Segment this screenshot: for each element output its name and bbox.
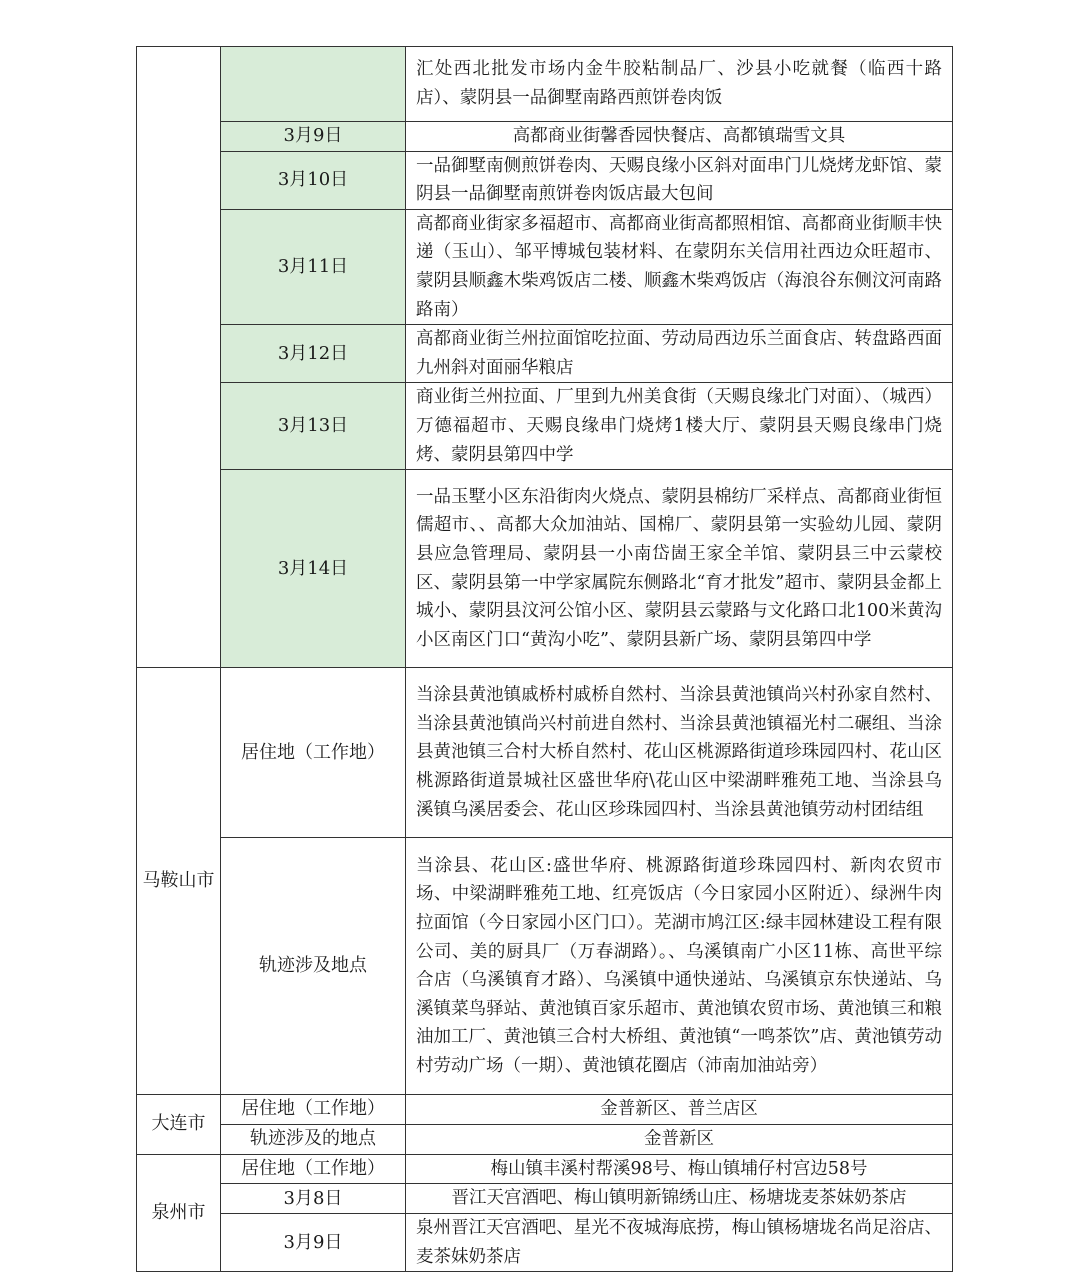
- date-cell: [221, 47, 406, 122]
- places-cell: 一品玉墅小区东沿街肉火烧点、蒙阴县棉纺厂采样点、高都商业街恒儒超市、、高都大众加油站、国棉厂、蒙阴县第一实验幼儿园、蒙阴县应急管理局、蒙阴县一小南岱崮王家全羊馆、蒙阴县三中云蒙校区、蒙阴县第一中学家属院东侧路北“育才批发”超市、蒙阴县金都上城小、蒙阴县汶河公馆小区、蒙阴县云蒙路与文化路口北100米黄沟小区南区门口“黄沟小吃”、蒙阴县新广场、蒙阴县第四中学: [406, 470, 953, 668]
- places-cell: 当涂县黄池镇戚桥村戚桥自然村、当涂县黄池镇尚兴村孙家自然村、当涂县黄池镇尚兴村前进自然村、当涂县黄池镇福光村二碾组、当涂县黄池镇三合村大桥自然村、花山区桃源路街道珍珠园四村、花山区桃源路街道景城社区盛世华府\花山区中梁湖畔雅苑工地、当涂县乌溪镇乌溪居委会、花山区珍珠园四村、当涂县黄池镇劳动村团结组: [406, 668, 953, 838]
- category-cell: 居住地（工作地）: [221, 668, 406, 838]
- places-cell: 梅山镇丰溪村帮溪98号、梅山镇埔仔村宫边58号: [406, 1154, 953, 1184]
- table-row: [137, 1124, 953, 1154]
- category-cell: 居住地（工作地）: [221, 1095, 406, 1125]
- places-cell: 一品御墅南侧煎饼卷肉、天赐良缘小区斜对面串门儿烧烤龙虾馆、蒙阴县一品御墅南煎饼卷肉饭店最大包间: [406, 151, 953, 209]
- places-cell: 泉州晋江天宫酒吧、星光不夜城海底捞，梅山镇杨塘垅名尚足浴店、麦茶妹奶茶店: [406, 1213, 953, 1271]
- date-cell: 3月13日: [221, 383, 406, 470]
- table-row: [137, 1154, 953, 1184]
- table-row: [137, 122, 953, 152]
- category-cell: 轨迹涉及地点: [221, 838, 406, 1095]
- date-cell: 3月9日: [221, 122, 406, 152]
- date-cell: 3月8日: [221, 1184, 406, 1214]
- date-cell: 3月12日: [221, 325, 406, 383]
- city-cell-maanshan: 马鞍山市: [137, 668, 221, 1095]
- places-cell: 汇处西北批发市场内金牛胶粘制品厂、沙县小吃就餐（临西十路店）、蒙阴县一品御墅南路西煎饼卷肉饭: [406, 47, 953, 122]
- places-cell: 高都商业街兰州拉面馆吃拉面、劳动局西边乐兰面食店、转盘路西面九州斜对面丽华粮店: [406, 325, 953, 383]
- category-cell: 轨迹涉及的地点: [221, 1124, 406, 1154]
- date-cell: 3月10日: [221, 151, 406, 209]
- table-row: [137, 151, 953, 209]
- table-row: [137, 470, 953, 668]
- table-row: [137, 1095, 953, 1125]
- outbreak-location-table: [136, 46, 952, 1272]
- category-cell: 居住地（工作地）: [221, 1154, 406, 1184]
- table-row: [137, 47, 953, 122]
- city-cell-continued: [137, 47, 221, 668]
- table-row: [137, 325, 953, 383]
- places-cell: 高都商业街家多福超市、高都商业街高都照相馆、高都商业街顺丰快递（玉山）、邹平博城包装材料、在蒙阴东关信用社西边众旺超市、蒙阴县顺鑫木柴鸡饭店二楼、顺鑫木柴鸡饭店（海浪谷东侧汶河南路路南）: [406, 209, 953, 324]
- city-cell-dalian: 大连市: [137, 1095, 221, 1155]
- places-cell: 当涂县、花山区:盛世华府、桃源路街道珍珠园四村、新肉农贸市场、中梁湖畔雅苑工地、红亮饭店（今日家园小区附近）、绿洲牛肉拉面馆（今日家园小区门口）。芜湖市鸠江区:绿丰园林建设工程有限公司、美的厨具厂（万春湖路）。、乌溪镇南广小区11栋、高世平综合店（乌溪镇育才路）、乌溪镇中通快递站、乌溪镇京东快递站、乌溪镇菜鸟驿站、黄池镇百家乐超市、黄池镇农贸市场、黄池镇三和粮油加工厂、黄池镇三合村大桥组、黄池镇“一鸣茶饮”店、黄池镇劳动村劳动广场（一期）、黄池镇花圈店（沛南加油站旁）: [406, 838, 953, 1095]
- date-cell: 3月9日: [221, 1213, 406, 1271]
- date-cell: 3月14日: [221, 470, 406, 668]
- places-cell: 金普新区: [406, 1124, 953, 1154]
- table-row: [137, 1184, 953, 1214]
- table-row: [137, 838, 953, 1095]
- date-cell: 3月11日: [221, 209, 406, 324]
- places-cell: 商业街兰州拉面、厂里到九州美食街（天赐良缘北门对面）、（城西）万德福超市、天赐良缘串门烧烤1楼大厅、蒙阴县天赐良缘串门烧烤、蒙阴县第四中学: [406, 383, 953, 470]
- table-row: [137, 668, 953, 838]
- table-row: [137, 209, 953, 324]
- places-cell: 金普新区、普兰店区: [406, 1095, 953, 1125]
- table-row: [137, 1213, 953, 1271]
- city-cell-quanzhou: 泉州市: [137, 1154, 221, 1271]
- places-cell: 晋江天宫酒吧、梅山镇明新锦绣山庄、杨塘垅麦茶妹奶茶店: [406, 1184, 953, 1214]
- table-row: [137, 383, 953, 470]
- places-cell: 高都商业街馨香园快餐店、高都镇瑞雪文具: [406, 122, 953, 152]
